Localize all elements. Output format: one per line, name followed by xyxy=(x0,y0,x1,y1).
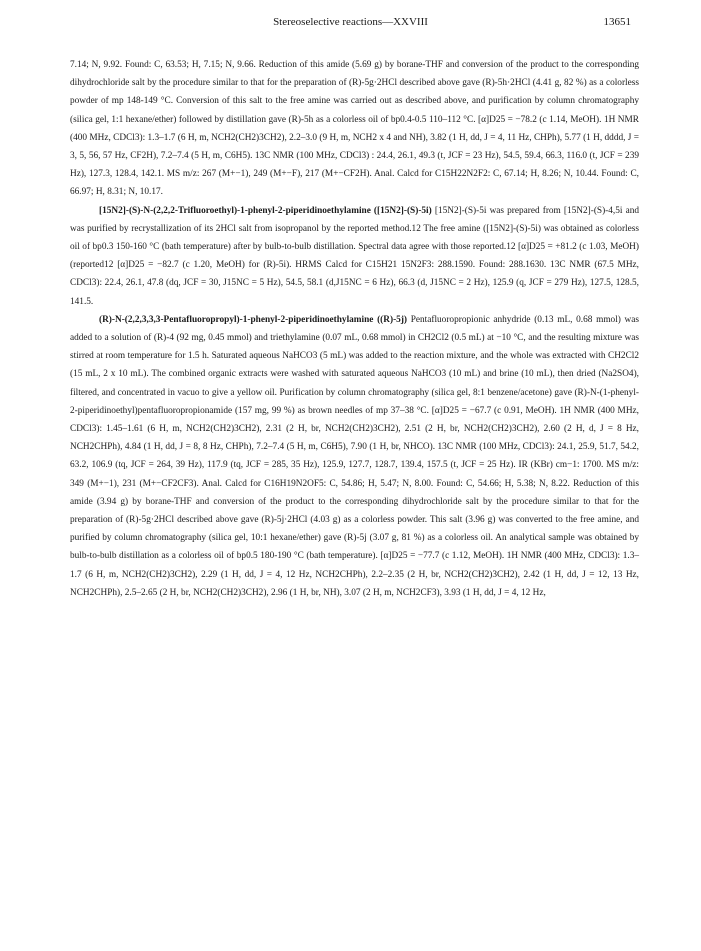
paragraph-text: Pentafluoropropionic anhydride (0.13 mL, 0.68 mmol) was added to a solution of (R)-4 (92 mg, 0.45 mmol) and triethylamine (0.07 mL, 0.68 mmol) in CH2Cl2 (0.5 mL) at −10 °C, and the resulting mixture was stirred at room temperature for 1.5 h. Saturated aqueous NaHCO3 (5 mL) was added to the reaction mixture, and the whole was extracted with CH2Cl2 (15 mL, 2 x 10 mL). The combined organic extracts were washed with saturated aqueous NaHCO3 (10 mL) and brine (10 mL), then dried (Na2SO4), filtered, and concentrated in vacuo to give a yellow oil. Purification by column chromatography (silica gel, 8:1 benzene/acetone) gave (R)-N-(1-phenyl-2-piperidinoethyl)pentafluoropropionamide (157 mg, 99 %) as brown needles of mp 37–38 °C. [α]D25 = −67.7 (c 0.91, MeOH). 1H NMR (400 MHz, CDCl3): 1.45–1.61 (6 H, m, NCH2(CH2)3CH2), 2.31 (2 H, br, NCH2(CH2)3CH2), 2.51 (2 H, br, NCH2(CH2)3CH2), 2.60 (2 H, d, J = 8 Hz, NCH2CHPh), 4.84 (1 H, dd, J = 8, 8 Hz, CHPh), 7.2–7.4 (5 H, m, C6H5), 7.90 (1 H, br, NHCO). 13C NMR (100 MHz, CDCl3): 24.1, 25.9, 51.7, 54.2, 63.2, 106.9 (tq, JCF = 264, 39 Hz), 117.9 (tq, JCF = 285, 35 Hz), 125.9, 127.7, 128.7, 139.4, 157.5 (t, JCF = 25 Hz). IR (KBr) cm−1: 1700. MS m/z: 349 (M+−1), 231 (M+−CF2CF3). Anal. Calcd for C16H19N2OF5: C, 54.86; H, 5.47; N, 8.00. Found: C, 54.66; H, 5.38; N, 8.22. Reduction of this amide (3.94 g) by borane-THF and conversion of the product to the corresponding dihydrochloride salt by the procedure similar to that for the preparation of (R)-5g·2HCl described above gave (R)-5j·2HCl (4.03 g) as a colorless powder. This salt (3.96 g) was converted to the free amine, and purified by column chromatography (silica gel, 10:1 hexane/ether) gave (R)-5j (3.07 g, 81 %) as a colorless oil. An analytical sample was obtained by bulb-to-bulb distillation as a colorless oil of bp0.5 180-190 °C (bath temperature). [α]D25 = −77.7 (c 1.12, MeOH). 1H NMR (400 MHz, CDCl3): 1.3–1.7 (6 H, m, NCH2(CH2)3CH2), 2.29 (1 H, dd, J = 4, 12 Hz, NCH2CHPh), 2.2–2.35 (2 H, br, NCH2(CH2)3CH2), 2.42 (1 H, dd, J = 12, 13 Hz, NCH2CHPh), 2.5–2.65 (2 H, br, NCH2(CH2)3CH2), 2.96 (1 H, br, NH), 3.07 (2 H, m, NCH2CF3), 3.93 (1 H, dd, J = 4, 12 Hz, xyxy=(70,314,639,598)
paragraph-text: [15N2]-(S)-5i was prepared from [15N2]-(S)-4,5i and was purified by recrystallization of its 2HCl salt from isopropanol by the reported method.12 The free amine ([15N2]-(S)-5i) was obtained as colorless oil of bp0.3 150-160 °C (bath temperature) after by bulb-to-bulb distillation. Spectral data agree with those reported.12 [α]D25 = +81.2 (c 1.03, MeOH) (reported12 [α]D25 = −82.7 (c 1.20, MeOH) for (R)-5i). HRMS Calcd for C15H21 15N2F3: 288.1590. Found: 288.1630. 13C NMR (67.5 MHz, CDCl3): 22.4, 26.1, 47.8 (dq, JCF = 30, J15NC = 5 Hz), 54.5, 58.1 (d,J15NC = 6 Hz), 66.3 (d, J15NC = 2 Hz), 125.9 (q, JCF = 279 Hz), 127.5, 128.5, 141.5. xyxy=(70,205,639,307)
compound-heading: [15N2]-(S)-N-(2,2,2-Trifluoroethyl)-1-phenyl-2-piperidinoethylamine ([15N2]-(S)-5i) xyxy=(99,205,432,216)
article-body xyxy=(70,56,639,602)
running-title: Stereoselective reactions—XXVIII xyxy=(273,16,428,28)
page-header xyxy=(0,12,701,32)
paragraph-text: 7.14; N, 9.92. Found: C, 63.53; H, 7.15; N, 9.66. Reduction of this amide (5.69 g) by borane-THF and conversion of the product to the corresponding dihydrochloride salt by the procedure similar to that for the preparation of (R)-5g·2HCl described above gave (R)-5h·2HCl (4.41 g, 82 %) as a colorless powder of mp 148-149 °C. Conversion of this salt to the free amine was carried out as described above, and purification by column chromatography (silica gel, 1:1 hexane/ether) followed by distillation gave (R)-5h as a colorless oil of bp0.4-0.5 110–112 °C. [α]D25 = −78.2 (c 1.14, MeOH). 1H NMR (400 MHz, CDCl3): 1.3–1.7 (6 H, m, NCH2(CH2)3CH2), 2.2–3.0 (9 H, m, NCH2 x 4 and NH), 3.82 (1 H, dd, J = 4, 11 Hz, CHPh), 5.77 (1 H, dddd, J = 3, 5, 56, 57 Hz, CF2H), 7.2–7.4 (5 H, m, C6H5). 13C NMR (100 MHz, CDCl3) : 24.4, 26.1, 49.3 (t, JCF = 23 Hz), 54.5, 59.4, 66.3, 116.0 (t, JCF = 239 Hz), 127.3, 128.4, 142.1. MS m/z: 267 (M+−1), 249 (M+−F), 217 (M+−CF2H). Anal. Calcd for C15H22N2F2: C, 67.14; H, 8.26; N, 10.44. Found: C, 66.97; H, 8.31; N, 10.17. xyxy=(70,60,639,198)
paragraph-5h-continuation xyxy=(70,56,639,202)
page-number: 13651 xyxy=(603,16,631,28)
paragraph-5j xyxy=(70,311,639,602)
compound-heading: (R)-N-(2,2,3,3,3-Pentafluoropropyl)-1-phenyl-2-piperidinoethylamine ((R)-5j) xyxy=(99,314,408,325)
paragraph-5i xyxy=(70,202,639,311)
